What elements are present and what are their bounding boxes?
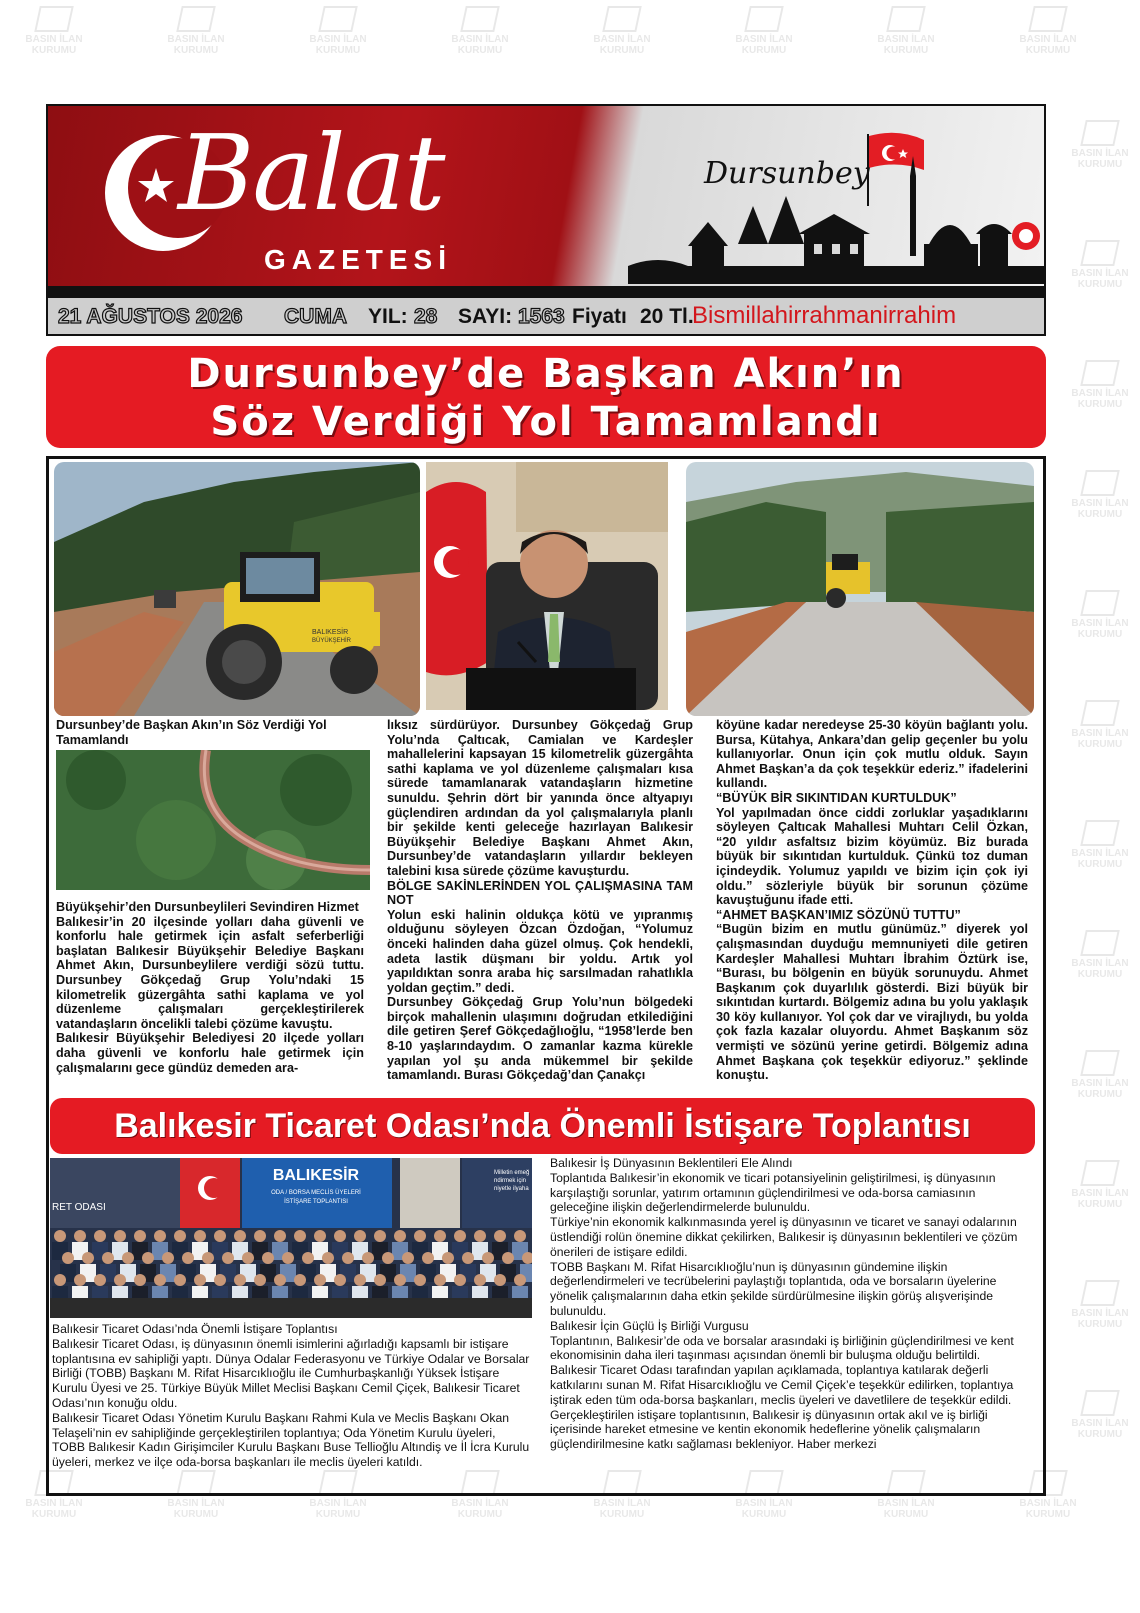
- subhead: Balıkesir İçin Güçlü İş Birliği Vurgusu: [550, 1318, 749, 1333]
- person-head: [382, 1252, 394, 1264]
- city-script-logo: Dursunbey: [704, 156, 870, 191]
- paragraph: Gerçekleştirilen istişare toplantısının, Balıkesir iş dünyasının ortak akıl ve iş birliği içerisinde hareket etmesine ve kentin ekonomik hedeflerine yönelik çalışmaların güçlendirilmesine katkı sağlaması bekleniyor. Haber merkezi: [550, 1407, 988, 1452]
- watermark-line-1: BASIN İLAN: [451, 1498, 509, 1509]
- watermark-logo: [1060, 240, 1140, 290]
- article2-right-column: [550, 1156, 1032, 1452]
- watermark-icon: [886, 6, 926, 32]
- person-head: [154, 1274, 166, 1286]
- person-head: [102, 1252, 114, 1264]
- watermark-icon: [1080, 1050, 1120, 1076]
- watermark-line-1: BASIN İLAN: [167, 34, 225, 45]
- photo-banner-sub1: ODA / BORSA MECLİS ÜYELERİ: [271, 1190, 361, 1196]
- article2-left-column: [52, 1322, 530, 1470]
- watermark-line-1: BASIN İLAN: [735, 34, 793, 45]
- paragraph: Toplantıda Balıkesir’in ekonomik ve ticari potansiyelinin geliştirilmesi, iş dünyasının karşılaştığı sorunlar, yatırım ortamının güçlendirilmesi ve oda-borsa camiasının geleceğine ilişkin değerlendirmelerde bulunuldu.: [550, 1170, 996, 1215]
- person-head: [62, 1252, 74, 1264]
- issue-label: SAYI:: [458, 305, 513, 328]
- person-head: [82, 1252, 94, 1264]
- watermark-line-1: BASIN İLAN: [1071, 148, 1129, 159]
- watermark-icon: [1080, 360, 1120, 386]
- person-head: [482, 1252, 494, 1264]
- watermark-line-1: BASIN İLAN: [1071, 848, 1129, 859]
- headline-line-2: Söz Verdiği Yol Tamamlandı: [210, 399, 882, 445]
- person-head: [302, 1252, 314, 1264]
- watermark-line-2: KURUMU: [457, 1509, 503, 1520]
- watermark-line-1: BASIN İLAN: [1071, 498, 1129, 509]
- finished-road-photo: [686, 462, 1034, 716]
- person-head: [334, 1230, 346, 1242]
- person-head: [454, 1230, 466, 1242]
- subhead: Balıkesir İş Dünyasının Beklentileri Ele Alındı: [550, 1156, 793, 1170]
- person-head: [94, 1230, 106, 1242]
- person-head: [262, 1252, 274, 1264]
- watermark-line-2: KURUMU: [1077, 1199, 1123, 1210]
- person-head: [162, 1252, 174, 1264]
- person-head: [134, 1230, 146, 1242]
- watermark-line-2: KURUMU: [1077, 1319, 1123, 1330]
- person-head: [454, 1274, 466, 1286]
- watermark-line-2: KURUMU: [1077, 509, 1123, 520]
- watermark-logo: [298, 6, 378, 56]
- person-head: [394, 1230, 406, 1242]
- watermark-logo: [1060, 590, 1140, 640]
- watermark-line-1: BASIN İLAN: [25, 34, 83, 45]
- road-roller-photo: [54, 462, 420, 716]
- person-head: [274, 1230, 286, 1242]
- watermark-line-2: KURUMU: [1025, 1509, 1071, 1520]
- watermark-icon: [1080, 240, 1120, 266]
- watermark-line-2: KURUMU: [315, 1509, 361, 1520]
- issue-number: 1563: [518, 305, 565, 328]
- person-head: [254, 1274, 266, 1286]
- masthead: [46, 104, 1046, 336]
- person-head: [474, 1274, 486, 1286]
- person-head: [314, 1274, 326, 1286]
- watermark-line-1: BASIN İLAN: [1071, 1078, 1129, 1089]
- watermark-icon: [1028, 6, 1068, 32]
- watermark-line-2: KURUMU: [1077, 1089, 1123, 1100]
- issue-date: 21 AĞUSTOS 2026: [58, 305, 243, 328]
- person-head: [242, 1252, 254, 1264]
- photo-side-text: RET ODASI: [52, 1202, 106, 1213]
- watermark-icon: [1080, 120, 1120, 146]
- person-head: [354, 1230, 366, 1242]
- paragraph: Balıkesir Ticaret Odası tarafından yapılan açıklamada, toplantıya katılarak değerli katkılarını sunan M. Rifat Hisarcıklıoğlu ve Cemil Çiçek’e teşekkür edilirken, toplantıya iştirak eden tüm oda-borsa başkanları, meclis üyeleri ve davetlilere de teşekkür edildi.: [550, 1363, 1014, 1407]
- watermark-line-1: BASIN İLAN: [735, 1498, 793, 1509]
- person-head: [114, 1230, 126, 1242]
- watermark-line-2: KURUMU: [1077, 159, 1123, 170]
- paragraph: Balıkesir Ticaret Odası Yönetim Kurulu Başkanı Rahmi Kula ve Meclis Başkanı Okan Telaşeli’nin ev sahipliğinde gerçekleştirilen toplantıya; Oda Yönetim Kurulu üyeleri, TOBB Balıkesir Kadın Girişimciler Kurulu Başkanı Buse Tellioğlu Altındiş ve İl İcra Kurulu üyeleri, merkez ve ilçe oda-borsa başkanları ile meclis üyeleri katıldı.: [52, 1410, 530, 1470]
- paragraph: Balıkesir Büyükşehir Belediyesi 20 ilçede yolları daha güvenli ve konforlu hale getirmek için çalışmalarını gece gündüz demeden ara-: [56, 1031, 364, 1075]
- watermark-line-1: BASIN İLAN: [309, 1498, 367, 1509]
- price-label: Fiyatı: [572, 305, 627, 328]
- person-head: [54, 1230, 66, 1242]
- person-head: [434, 1230, 446, 1242]
- watermark-line-1: BASIN İLAN: [593, 1498, 651, 1509]
- meeting-group-photo: [50, 1158, 532, 1318]
- besmele-text: Bismillahirrahmanirrahim: [692, 302, 957, 329]
- logo-title: Balat: [178, 112, 444, 234]
- watermark-logo: [1060, 1050, 1140, 1100]
- watermark-line-1: BASIN İLAN: [877, 34, 935, 45]
- watermark-logo: [1060, 820, 1140, 870]
- city-skyline-illustration: [628, 126, 1046, 284]
- paragraph: Balıkesir’in 20 ilçesinde yolları daha güvenli ve konforlu hale getirmek için asfalt seferberliği başlatan Balıkesir Büyükşehir Belediye Başkanı Ahmet Akın, Dursunbeylilere verdiği sözü tuttu. Dursunbey Gökçedağ Grup Yolu’ndaki 15 kilometrelik güzergâhta sathi kaplama ve yol düzenleme çalışmaları gerçekleştirilerek vatandaşların öncelikli talebi çözüme kavuştu.: [56, 914, 364, 1031]
- price-value: 20 Tl.: [640, 305, 694, 328]
- watermark-logo: [866, 6, 946, 56]
- paragraph: Balıkesir Ticaret Odası’nda Önemli İstişare Toplantısı: [52, 1322, 338, 1336]
- person-head: [474, 1230, 486, 1242]
- person-head: [214, 1274, 226, 1286]
- person-head: [494, 1274, 506, 1286]
- watermark-line-1: BASIN İLAN: [1071, 1418, 1129, 1429]
- photo-banner-sub2: İSTİŞARE TOPLANTISI: [284, 1199, 348, 1205]
- person-head: [174, 1230, 186, 1242]
- watermark-line-2: KURUMU: [1077, 279, 1123, 290]
- paragraph: Balıkesir Ticaret Odası, iş dünyasının önemli isimlerini ağırladığı kapsamlı bir istişare toplantısına ev sahipliği yaptı. Dünya Odalar Federasyonu ve Türkiye Odalar ve Borsalar Birliği (TOBB) Başkanı M. Rifat Hisarcıklıoğlu ile Cumhurbaşkanlığı Yüksek İstişare Kurulu Üyesi ve 25. Türkiye Büyük Millet Meclisi Başkanı Cemil Çiçek, Balıkesir Ticaret Odası’nın konuğu oldu.: [52, 1336, 530, 1410]
- issue-day: CUMA: [284, 305, 347, 328]
- paragraph: Toplantının, Balıkesir’de oda ve borsalar arasındaki iş birliğinin güçlendirilmesi ve kent ekonomisinin daha ileri taşınması açısından önemli bir buluşma olduğu belirtildi.: [550, 1333, 1014, 1363]
- watermark-icon: [34, 6, 74, 32]
- watermark-line-1: BASIN İLAN: [1071, 1188, 1129, 1199]
- person-head: [342, 1252, 354, 1264]
- paragraph: köyüne kadar neredeyse 25-30 köyün bağlantı yolu. Bursa, Kütahya, Ankara’dan gelip geçenler bu yolu kullanıyorlar. Onun için çok mutlu olduk. Sayın Ahmet Başkan’a da çok teşekkür ederiz.” ifadelerini kullandı.: [716, 718, 1028, 791]
- watermark-logo: [1060, 360, 1140, 410]
- watermark-line-2: KURUMU: [599, 1509, 645, 1520]
- article1-headline: [46, 346, 1046, 448]
- watermark-logo: [1060, 700, 1140, 750]
- watermark-line-1: BASIN İLAN: [309, 34, 367, 45]
- photo-right-text-1: Milletin emeğ: [494, 1170, 530, 1176]
- photo-right-text-2: ndirmek için: [494, 1178, 527, 1184]
- person-head: [374, 1274, 386, 1286]
- person-head: [234, 1230, 246, 1242]
- person-head: [334, 1274, 346, 1286]
- article1-column-2: [387, 718, 693, 1083]
- watermark-line-1: BASIN İLAN: [167, 1498, 225, 1509]
- watermark-line-1: BASIN İLAN: [1071, 618, 1129, 629]
- article2-headline: Balıkesir Ticaret Odası’nda Önemli İstişare Toplantısı: [50, 1098, 1035, 1154]
- person-head: [222, 1252, 234, 1264]
- paragraph: Yol yapılmadan önce ciddi zorluklar yaşadıklarını söyleyen Çaltıcak Mahallesi Muhtarı Celil Özkan, “20 yıldır asfaltsız bizim köyümüz. Biz burada büyük bir sıkıntıdan kurtulduk. Çünkü toz duman içindeydik. Yolumuz yapıldı ve bizim için çok iyi oldu.” sözleriyle büyük bir sorunun çözüme kavuştuğunu ifade etti.: [716, 805, 1028, 908]
- person-head: [402, 1252, 414, 1264]
- watermark-line-1: BASIN İLAN: [451, 34, 509, 45]
- person-head: [414, 1230, 426, 1242]
- watermark-line-1: BASIN İLAN: [1071, 728, 1129, 739]
- watermark-line-2: KURUMU: [741, 1509, 787, 1520]
- watermark-logo: [1060, 470, 1140, 520]
- subhead: BÖLGE SAKİNLERİNDEN YOL ÇALIŞMASINA TAM NOT: [387, 878, 693, 908]
- paragraph: “Bugün bizim en mutlu günümüz.” diyerek yol çalışmasından duyduğu memnuniyeti dile getiren Kardeşler Mahallesi Muhtarı İbrahim Öztürk ise, “Burası, bu bölgenin en büyük sorunuydu. Ahmet Başkanım çok duyarlılık gösterdi. Bizi büyük bir sıkıntıdan kurtardı. Bölgemiz adına bu yolu yaklaşık 30 köy kullanıyor. Yol çok dar ve virajlıydı, bu yolda çok fazla kazalar oluyordu. Ahmet Başkanım söz vermişti ve sözünü yerine getirdi. Bölgemiz adına Ahmet Başkana çok teşekkür ediyoruz.” şeklinde konuştu.: [716, 922, 1028, 1083]
- person-head: [194, 1274, 206, 1286]
- person-head: [414, 1274, 426, 1286]
- watermark-line-1: BASIN İLAN: [1071, 388, 1129, 399]
- logo-subtitle: GAZETESİ: [264, 244, 453, 275]
- photo-right-text-3: niyetle ilyaha: [494, 1186, 529, 1192]
- paragraph: Dursunbey Gökçedağ Grup Yolu’nun bölgedeki birçok mahallenin ulaşımını doğrudan etkilediğini dile getiren Şeref Gökçedağlıoğlu, “1958’lerde ben 8-10 yaşlarındaydım. O zamanlar kazma kürekle yapılan yol şu anda mükemmel bir şekilde tamamlandı. Burası Gökçedağ’dan Çanakçı: [387, 995, 693, 1083]
- watermark-logo: [1008, 6, 1088, 56]
- watermark-line-2: KURUMU: [1077, 1429, 1123, 1440]
- watermark-icon: [1080, 700, 1120, 726]
- watermark-icon: [318, 6, 358, 32]
- paragraph: Yolun eski halinin oldukça kötü ve yıpranmış olduğunu söyleyen Özcan Özdoğan, “Yolumuz önceki halinden daha güzel olmuş. Çok hendekli, adeta lastik düşmanı bir yoldu. Artık yol yapıldıktan sonra araba hiç sarsılmadan rahatlıkla yoldan geçtim.” dedi.: [387, 907, 693, 995]
- watermark-line-2: KURUMU: [883, 45, 929, 56]
- watermark-icon: [176, 6, 216, 32]
- person-head: [174, 1274, 186, 1286]
- article1-column-3: [716, 718, 1028, 1083]
- person-head: [354, 1274, 366, 1286]
- roller-label-line2: BÜYÜKŞEHİR: [312, 638, 352, 644]
- watermark-line-2: KURUMU: [599, 45, 645, 56]
- person-head: [74, 1274, 86, 1286]
- masthead-divider: [48, 286, 1044, 298]
- paragraph: Türkiye’nin ekonomik kalkınmasında yerel iş dünyasının ve ticaret ve sanayi odalarının üstlendiği rolün önemine dikkat çekilirken, Balıkesir iş dünyasının beklentileri ve çözüm önerileri de istişare edildi.: [550, 1215, 1018, 1259]
- watermark-icon: [460, 6, 500, 32]
- watermark-line-1: BASIN İLAN: [1071, 1308, 1129, 1319]
- person-head: [122, 1252, 134, 1264]
- photo-banner-title: BALIKESİR: [272, 1167, 360, 1184]
- masthead-banner: [48, 106, 1044, 286]
- person-head: [394, 1274, 406, 1286]
- watermark-icon: [1080, 470, 1120, 496]
- person-head: [314, 1230, 326, 1242]
- subhead: Büyükşehir’den Dursunbeylileri Sevindiren Hizmet: [56, 900, 359, 914]
- watermark-logo: [724, 6, 804, 56]
- watermark-logo: [582, 6, 662, 56]
- person-head: [94, 1274, 106, 1286]
- year-value: 28: [414, 305, 438, 328]
- watermark-line-2: KURUMU: [315, 45, 361, 56]
- watermark-line-1: BASIN İLAN: [1071, 268, 1129, 279]
- watermark-line-2: KURUMU: [883, 1509, 929, 1520]
- person-head: [462, 1252, 474, 1264]
- watermark-logo: [1060, 120, 1140, 170]
- watermark-icon: [1080, 820, 1120, 846]
- person-head: [214, 1230, 226, 1242]
- person-head: [182, 1252, 194, 1264]
- watermark-line-2: KURUMU: [31, 45, 77, 56]
- watermark-line-2: KURUMU: [1077, 739, 1123, 750]
- watermark-line-2: KURUMU: [1077, 859, 1123, 870]
- watermark-line-2: KURUMU: [741, 45, 787, 56]
- person-head: [362, 1252, 374, 1264]
- watermark-line-1: BASIN İLAN: [1071, 958, 1129, 969]
- watermark-line-1: BASIN İLAN: [1019, 1498, 1077, 1509]
- watermark-logo: [14, 6, 94, 56]
- person-head: [294, 1230, 306, 1242]
- watermark-icon: [1080, 930, 1120, 956]
- person-head: [374, 1230, 386, 1242]
- watermark-line-1: BASIN İLAN: [877, 1498, 935, 1509]
- person-head: [422, 1252, 434, 1264]
- person-head: [274, 1274, 286, 1286]
- watermark-logo: [1060, 1390, 1140, 1440]
- watermark-line-1: BASIN İLAN: [593, 34, 651, 45]
- watermark-line-2: KURUMU: [173, 1509, 219, 1520]
- person-head: [294, 1274, 306, 1286]
- dateline-bar: [48, 298, 1044, 334]
- mayor-portrait-photo: [426, 462, 668, 710]
- watermark-icon: [744, 6, 784, 32]
- person-head: [202, 1252, 214, 1264]
- watermark-line-2: KURUMU: [457, 45, 503, 56]
- paragraph: TOBB Başkanı M. Rifat Hisarcıklıoğlu’nun iş dünyasının gündemine ilişkin değerlendirmeleri ve tecrübelerini paylaştığı toplantıda, oda ve borsaların üyelerine yönelik çalışmalarının daha etkin şekilde sürdürülmesine ilişkin görüş alışverişinde bulunuldu.: [550, 1259, 997, 1318]
- person-head: [514, 1274, 526, 1286]
- watermark-line-2: KURUMU: [31, 1509, 77, 1520]
- watermark-line-2: KURUMU: [1025, 45, 1071, 56]
- subhead: “AHMET BAŞKAN’IMIZ SÖZÜNÜ TUTTU”: [716, 907, 961, 922]
- watermark-line-2: KURUMU: [173, 45, 219, 56]
- subhead: “BÜYÜK BİR SIKINTIDAN KURTULDUK”: [716, 790, 957, 805]
- headline-line-1: Dursunbey’de Başkan Akın’ın: [187, 351, 905, 397]
- watermark-logo: [1060, 930, 1140, 980]
- person-head: [234, 1274, 246, 1286]
- aerial-forest-road-photo: [56, 750, 370, 890]
- year-label: YIL:: [368, 305, 408, 328]
- roller-label-line1: BALIKESİR: [312, 629, 349, 636]
- watermark-logo: [156, 6, 236, 56]
- person-head: [54, 1274, 66, 1286]
- person-head: [154, 1230, 166, 1242]
- watermark-icon: [602, 6, 642, 32]
- person-head: [514, 1230, 526, 1242]
- person-head: [134, 1274, 146, 1286]
- person-head: [494, 1230, 506, 1242]
- watermark-line-1: BASIN İLAN: [1019, 34, 1077, 45]
- watermark-logo: [1060, 1280, 1140, 1330]
- person-head: [434, 1274, 446, 1286]
- person-head: [74, 1230, 86, 1242]
- person-head: [322, 1252, 334, 1264]
- person-head: [254, 1230, 266, 1242]
- paragraph: lıksız sürdürüyor. Dursunbey Gökçedağ Grup Yolu’nda Çaltıcak, Camialan ve Kardeşler mahallelerini kapsayan 15 kilometrelik güzergâhta sathi kaplama ve yol düzenleme çalışmaları kısa sürede tamamlanarak vatandaşların hizmetine sunuldu. Şehrin dört bir yanında önce altyapıyı güçlendiren ardından da yol çalışmalarıyla planlı bir şekilde kenti geleceğe hazırlayan Balıkesir Büyükşehir Belediye Başkanı Ahmet Akın, Dursunbey’de vatandaşların yıllardır bekleyen talebini kısa sürede çözüme kavuşturdu.: [387, 718, 693, 878]
- watermark-logo: [1060, 1160, 1140, 1210]
- person-head: [114, 1274, 126, 1286]
- watermark-icon: [1080, 590, 1120, 616]
- watermark-line-2: KURUMU: [1077, 969, 1123, 980]
- watermark-line-2: KURUMU: [1077, 399, 1123, 410]
- person-head: [442, 1252, 454, 1264]
- watermark-logo: [440, 6, 520, 56]
- person-head: [142, 1252, 154, 1264]
- article1-photo-caption: Dursunbey’de Başkan Akın’ın Söz Verdiği Yol Tamamlandı: [56, 718, 327, 747]
- watermark-icon: [1080, 1390, 1120, 1416]
- person-head: [502, 1252, 514, 1264]
- watermark-icon: [1080, 1280, 1120, 1306]
- watermark-line-2: KURUMU: [1077, 629, 1123, 640]
- watermark-icon: [1080, 1160, 1120, 1186]
- person-head: [282, 1252, 294, 1264]
- watermark-line-1: BASIN İLAN: [25, 1498, 83, 1509]
- person-head: [194, 1230, 206, 1242]
- article1-column-1: [56, 900, 364, 1075]
